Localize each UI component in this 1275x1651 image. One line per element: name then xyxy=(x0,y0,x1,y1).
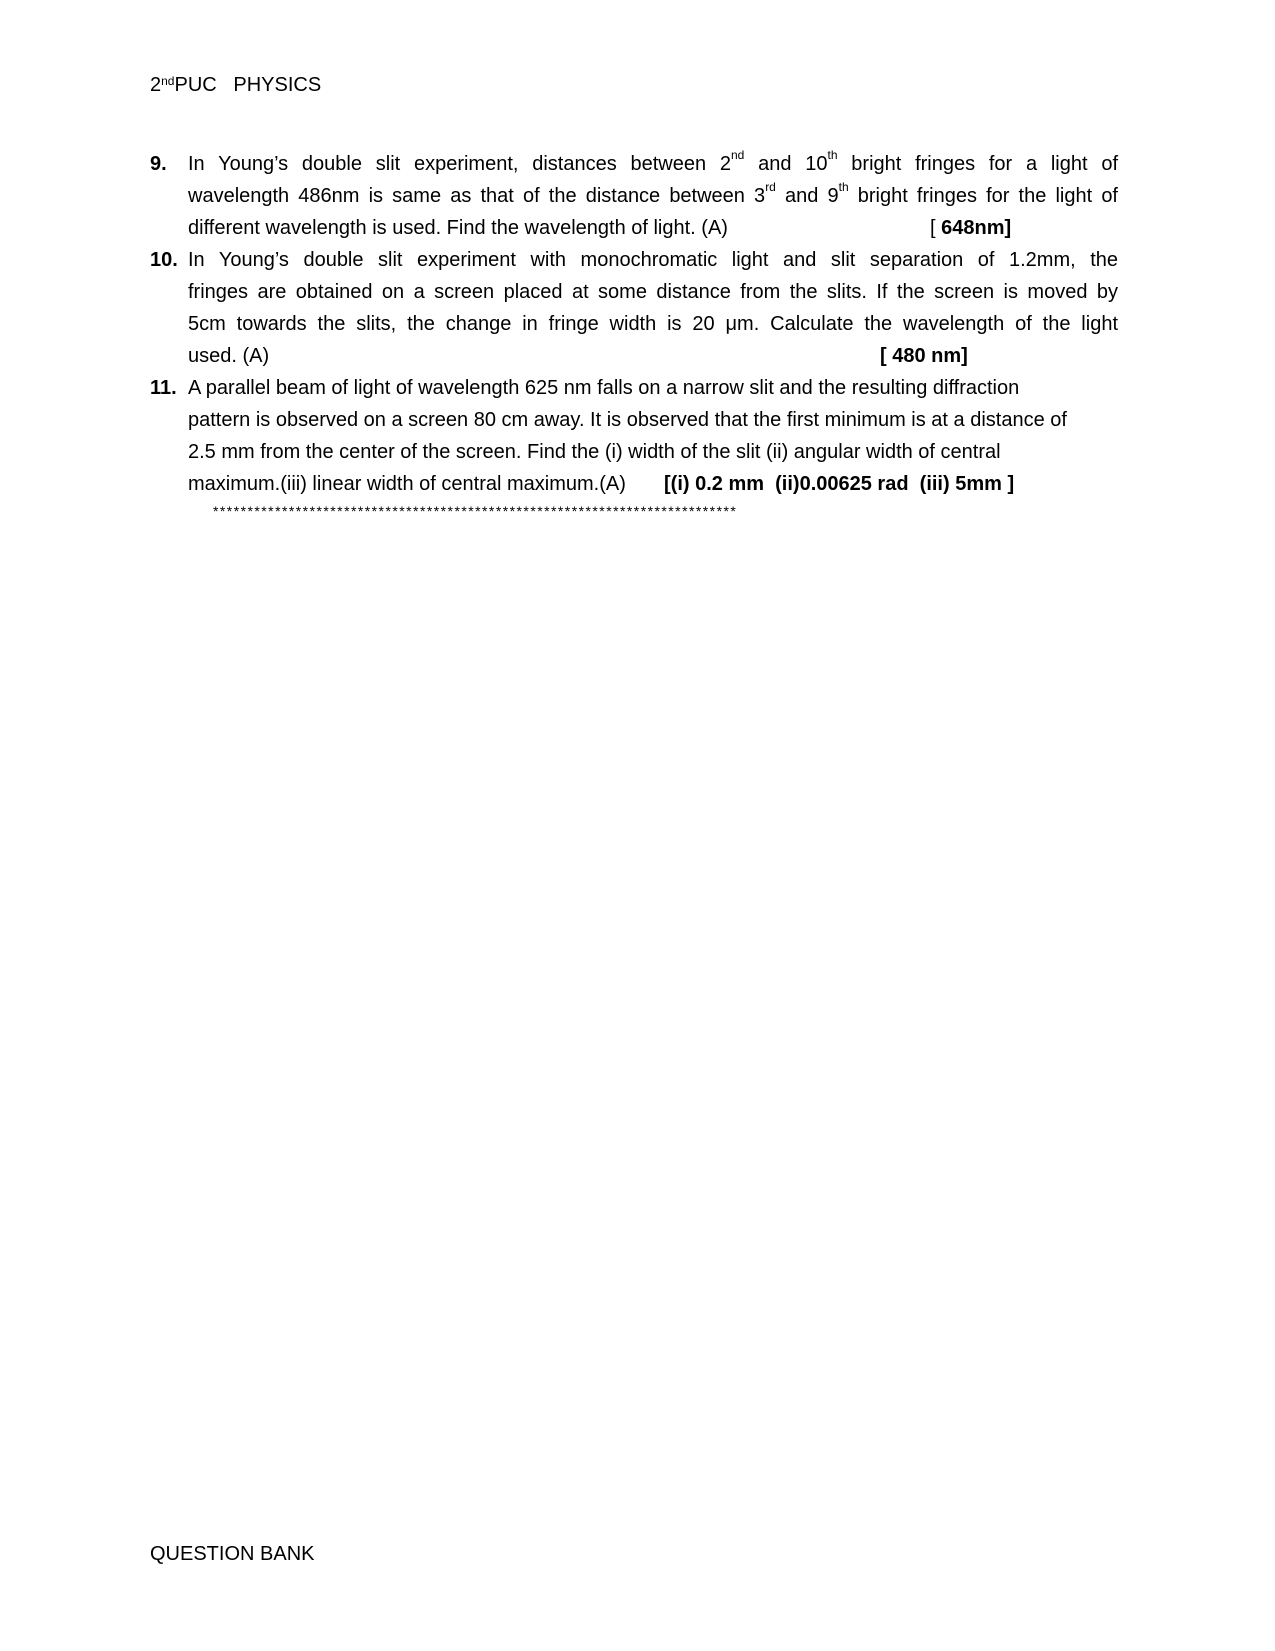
subject-title: PUC PHYSICS xyxy=(174,74,322,96)
question-line: In Young’s double slit experiment with monochromatic light and slit separation of 1.2mm, the xyxy=(188,249,1118,271)
superscript: th xyxy=(838,180,849,195)
question-line xyxy=(188,180,1118,212)
text-segment: maximum.(iii) linear width of central maximum.(A) xyxy=(188,473,626,495)
answer xyxy=(930,212,1011,244)
question-number: 9. xyxy=(150,153,167,175)
answer: [ 480 nm] xyxy=(880,345,968,367)
question-10 xyxy=(150,244,1118,372)
text-segment: wavelength 486nm is same as that of the distance between 3 xyxy=(188,185,766,207)
question-text xyxy=(188,244,1118,372)
question-number: 11. xyxy=(150,377,177,399)
question-line xyxy=(188,340,1118,372)
class-superscript: nd xyxy=(161,74,175,88)
question-11 xyxy=(150,372,1118,500)
question-number: 10. xyxy=(150,249,178,271)
page-footer: QUESTION BANK xyxy=(150,1543,315,1565)
question-9 xyxy=(150,148,1118,244)
text-segment: used. (A) xyxy=(188,345,270,367)
text-segment: In Young’s double slit experiment, distances between 2 xyxy=(188,153,731,175)
answer-value: 648nm] xyxy=(941,217,1012,239)
page-header xyxy=(150,72,321,98)
question-line: pattern is observed on a screen 80 cm away. It is observed that the first minimum is at a distance of xyxy=(188,409,1067,431)
text-segment: different wavelength is used. Find the wavelength of light. (A) xyxy=(188,217,728,239)
class-number: 2 xyxy=(150,74,162,96)
question-line xyxy=(188,212,1118,244)
question-line: 5cm towards the slits, the change in fringe width is 20 μm. Calculate the wavelength of the light xyxy=(188,313,1118,335)
superscript: th xyxy=(827,148,838,163)
text-segment: bright fringes for the light of xyxy=(848,185,1118,207)
question-list xyxy=(150,148,1118,500)
question-line: A parallel beam of light of wavelength 625 nm falls on a narrow slit and the resulting diffraction xyxy=(188,377,1020,399)
question-text xyxy=(188,148,1118,244)
question-line xyxy=(188,148,1118,180)
question-line xyxy=(188,468,1118,500)
question-line: fringes are obtained on a screen placed at some distance from the slits. If the screen is moved by xyxy=(188,281,1118,303)
answer-bracket: [ xyxy=(930,217,942,239)
superscript: nd xyxy=(730,148,745,163)
question-text xyxy=(188,372,1118,500)
text-segment: and 9 xyxy=(775,185,839,207)
question-line: 2.5 mm from the center of the screen. Find the (i) width of the slit (ii) angular width of central xyxy=(188,441,1001,463)
text-segment: and 10 xyxy=(744,153,828,175)
separator-line: **************************************************************************** xyxy=(213,503,738,519)
superscript: rd xyxy=(765,180,776,195)
answer: [(i) 0.2 mm (ii)0.00625 rad (iii) 5mm ] xyxy=(664,473,1015,495)
text-segment: bright fringes for a light of xyxy=(837,153,1118,175)
